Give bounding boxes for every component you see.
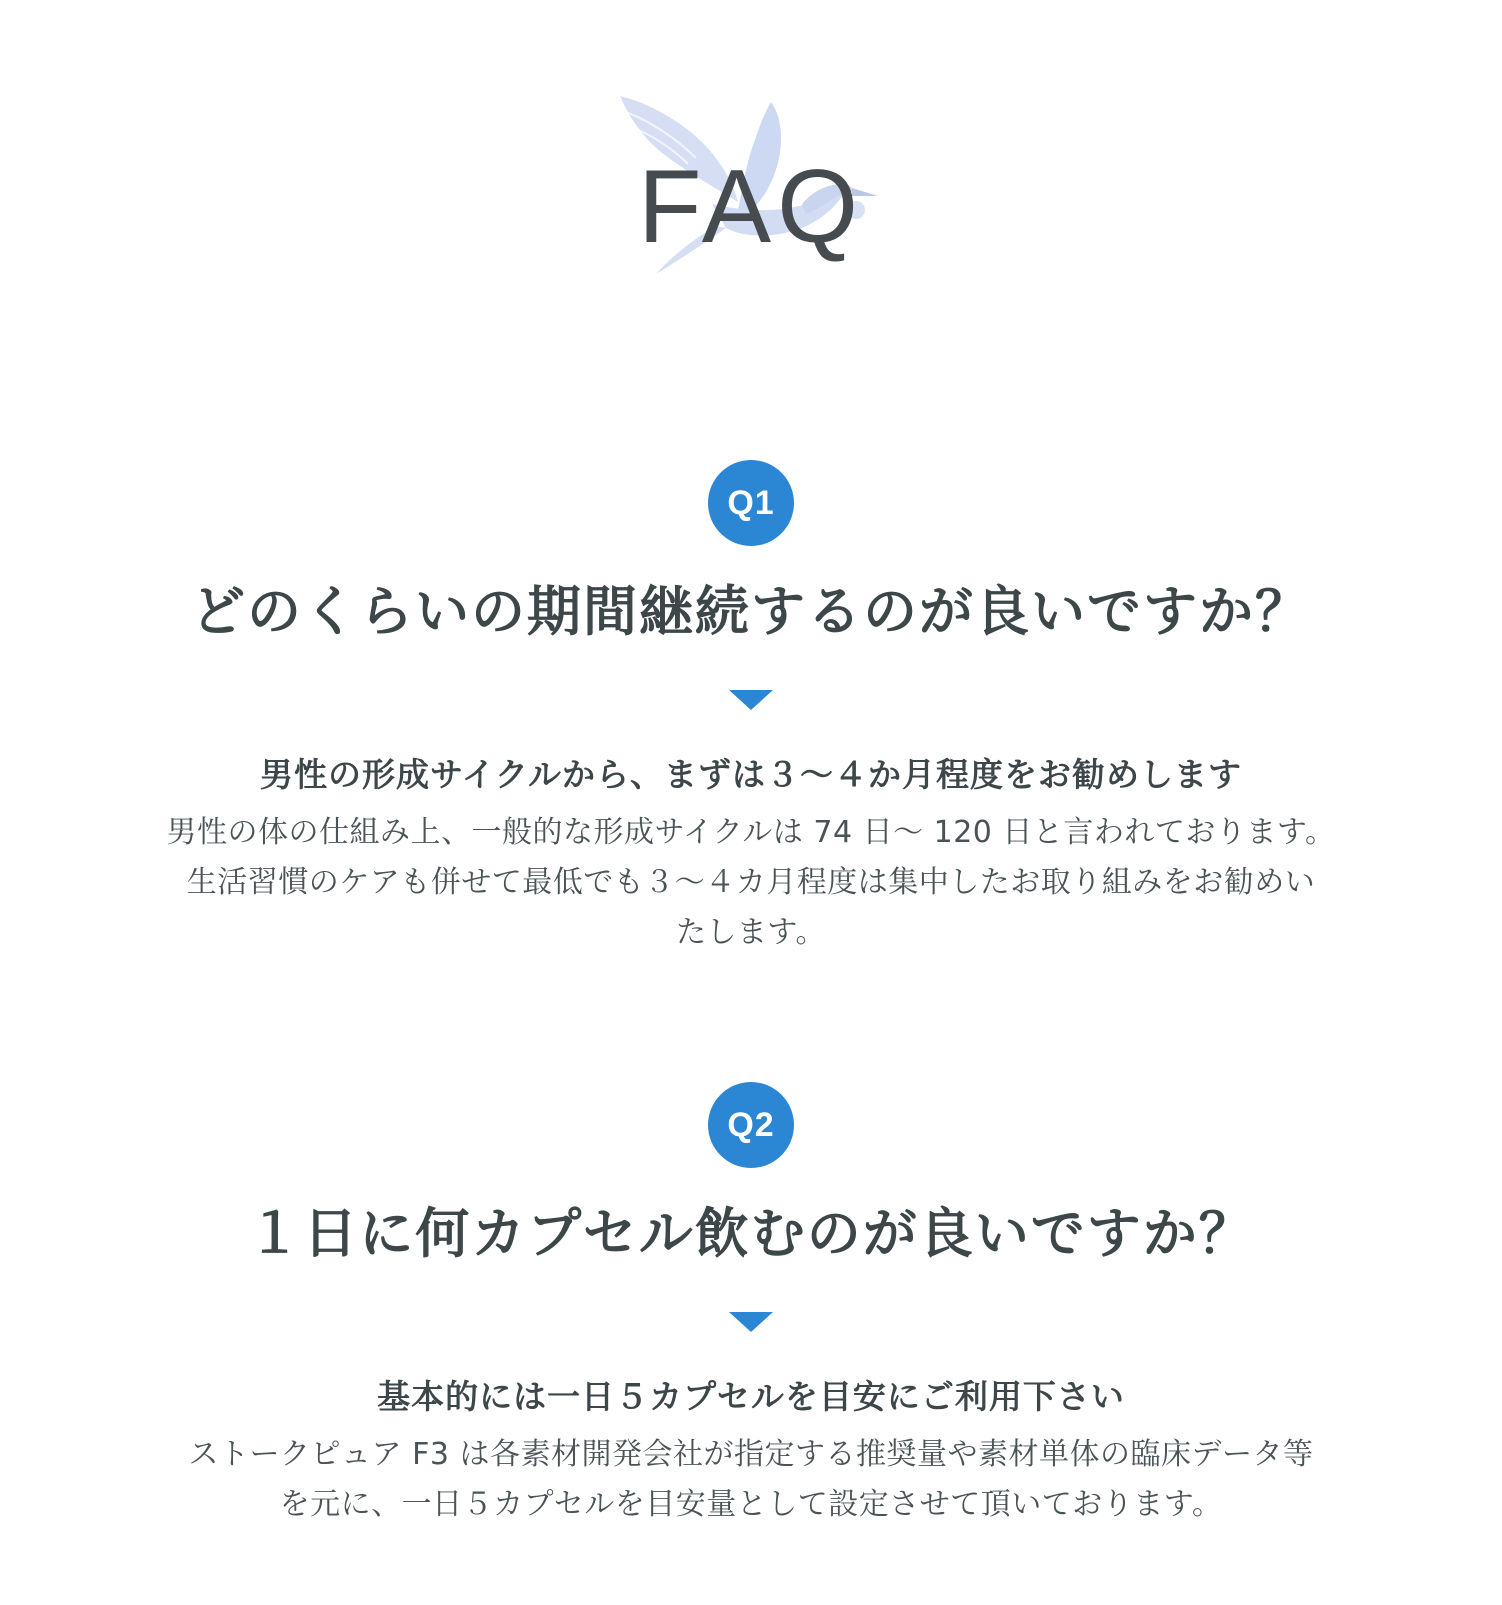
answer-lead: 男性の形成サイクルから、まずは３～４か月程度をお勧めします (259, 755, 1243, 794)
answer-body (131, 808, 1371, 958)
question-title: １日に何カプセル飲むのが良いですか？ (247, 1202, 1255, 1265)
faq-item-1 (0, 460, 1502, 958)
answer-lead: 基本的には一日５カプセルを目安にご利用下さい (377, 1377, 1125, 1416)
answer-line: たします。 (675, 915, 827, 950)
page-title: FAQ (637, 149, 865, 265)
question-title: どのくらいの期間継続するのが良いですか？ (191, 580, 1311, 643)
chevron-down-icon (729, 690, 773, 710)
chevron-down-icon (729, 1312, 773, 1332)
answer-line: ストークピュア F3 は各素材開発会社が指定する推奨量や素材単体の臨床データ等 (188, 1437, 1314, 1472)
question-badge: Q1 (708, 460, 794, 546)
faq-item-2 (0, 1082, 1502, 1530)
answer-line: 生活習慣のケアも併せて最低でも３～４カ月程度は集中したお取り組みをお勧めい (186, 865, 1316, 900)
answer-line: を元に、一日５カプセルを目安量として設定させて頂いております。 (279, 1487, 1223, 1522)
answer-line: 男性の体の仕組み上、一般的な形成サイクルは 74 日～ 120 日と言われております。 (166, 815, 1336, 850)
answer-body (131, 1430, 1371, 1530)
faq-header (0, 0, 1502, 330)
question-badge: Q2 (708, 1082, 794, 1168)
